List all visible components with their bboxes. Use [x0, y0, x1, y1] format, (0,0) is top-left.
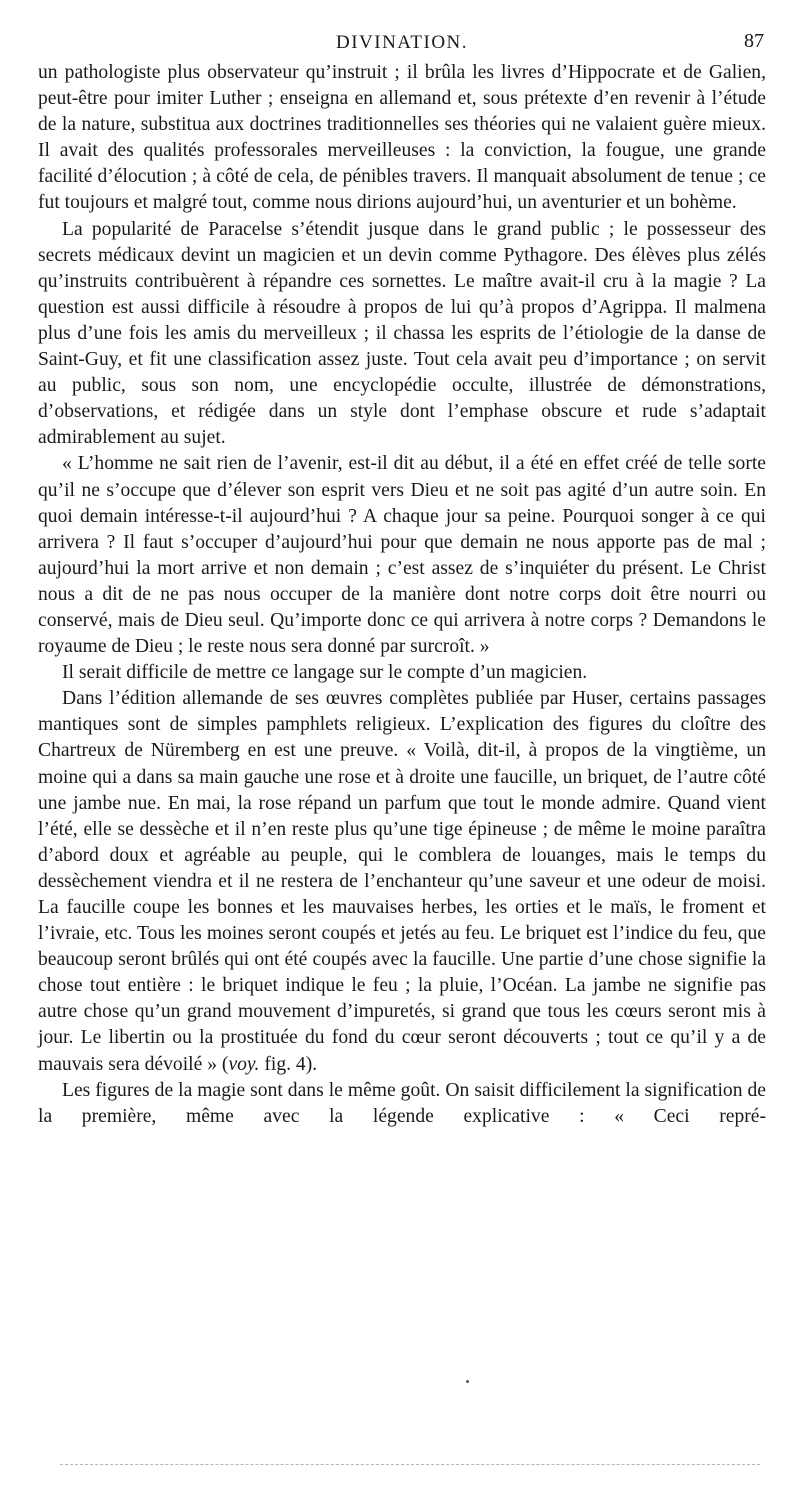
running-head — [38, 0, 766, 52]
paragraph: Il serait difficile de mettre ce langage sur le compte d’un magicien. — [62, 662, 588, 684]
paragraph: Les figures de la magie sont dans le même goût. On saisit difficilement la signification de la première, même avec la légende explicative : « Ceci repré- — [38, 1079, 766, 1127]
document-page — [38, 0, 766, 1502]
paragraph-tail: fig. 4). — [259, 1053, 318, 1075]
running-title: DIVINATION. — [335, 32, 469, 53]
quotation-paragraph: « L’homme ne sait rien de l’avenir, est-il dit au début, il a été en effet créé de telle sorte qu’il ne s’occupe que d’élever son esprit vers Dieu et ne soit pas agité d’un autre soin. En quoi demain intéresse-t-il aujourd’hui ? A chaque jour sa peine. Pourquoi songer à ce qui arrivera ? Il faut s’occuper d’aujourd’hui pour que demain ne nous apporte pas de mal ; aujourd’hui la mort arrive et non demain ; c’est assez de s’inquiéter du présent. Le Christ nous a dit de ne pas nous occuper de la manière dont notre corps doit être nourri ou conservé, mais de Dieu seul. Qu’importe donc ce qui arrivera à notre corps ? Demandons le royaume de Dieu ; le reste nous sera donné par surcroît. » — [38, 453, 766, 658]
bottom-rule — [60, 1464, 760, 1465]
paragraph: un pathologiste plus observateur qu’instruit ; il brûla les livres d’Hippocrate et de Galien, peut-être pour imiter Luther ; enseigna en allemand et, sous prétexte d’en revenir à l’étude de la nature, substitua aux doctrines traditionnelles ses théories qui ne valaient guère mieux. Il avait des qualités professorales merveilleuses : la conviction, la fougue, une grande facilité d’élocution ; à côté de cela, de pénibles travers. Il manquait absolument de tenue ; ce fut toujours et malgré tout, comme nous dirions aujourd’hui, un aventurier et un bohème. — [38, 62, 766, 214]
ink-speck — [466, 1380, 469, 1383]
italic-abbreviation: voy. — [228, 1053, 260, 1075]
page-number: 87 — [744, 30, 764, 52]
body-text — [38, 60, 766, 1130]
paragraph — [38, 686, 766, 1077]
paragraph-text: Dans l’édition allemande de ses œuvres complètes publiée par Huser, certains passages mantiques sont de simples pamphlets religieux. L’explication des figures du cloître des Chartreux de Nüremberg en est une preuve. « Voilà, dit-il, à propos de la vingtième, un moine qui a dans sa main gauche une rose et à droite une faucille, un briquet, de l’autre côté une jambe nue. En mai, la rose répand un parfum que tout le monde admire. Quand vient l’été, elle se dessèche et il n’en reste plus qu’une tige épineuse ; de même le moine paraîtra d’abord doux et agréable au peuple, qui le comblera de louanges, mais le temps du dessèchement viendra et il ne restera de l’enchanteur qu’une saveur et une odeur de moisi. La faucille coupe les bonnes et les mauvaises herbes, les orties et le maïs, le froment et l’ivraie, etc. Tous les moines seront coupés et jetés au feu. Le briquet est l’indice du feu, que beaucoup seront brûlés qui ont été coupés avec la faucille. Une partie d’une chose signifie la chose tout entière : le briquet indique le feu ; la pluie, l’Océan. La jambe ne signifie pas autre chose qu’un grand mouvement d’impuretés, si grand que tous les cœurs seront mis à jour. Le libertin ou la prostituée du fond du cœur seront découverts ; tout ce qu’il y a de mauvais sera dévoilé » ( — [38, 688, 766, 1075]
paragraph: La popularité de Paracelse s’étendit jusque dans le grand public ; le possesseur des secrets médicaux devint un magicien et un devin comme Pythagore. Des élèves plus zélés qu’instruits contribuèrent à répandre ces sornettes. Le maître avait-il cru à la magie ? La question est aussi difficile à résoudre à propos de lui qu’à propos d’Agrippa. Il malmena plus d’une fois les amis du merveilleux ; il chassa les esprits de l’étiologie de la danse de Saint-Guy, et fit une classification assez juste. Tout cela avait peu d’importance ; on servit au public, sous son nom, une encyclopédie occulte, illustrée de démonstrations, d’observations, et rédigée dans un style dont l’emphase obscure et rude s’adaptait admirablement au sujet. — [38, 218, 766, 449]
